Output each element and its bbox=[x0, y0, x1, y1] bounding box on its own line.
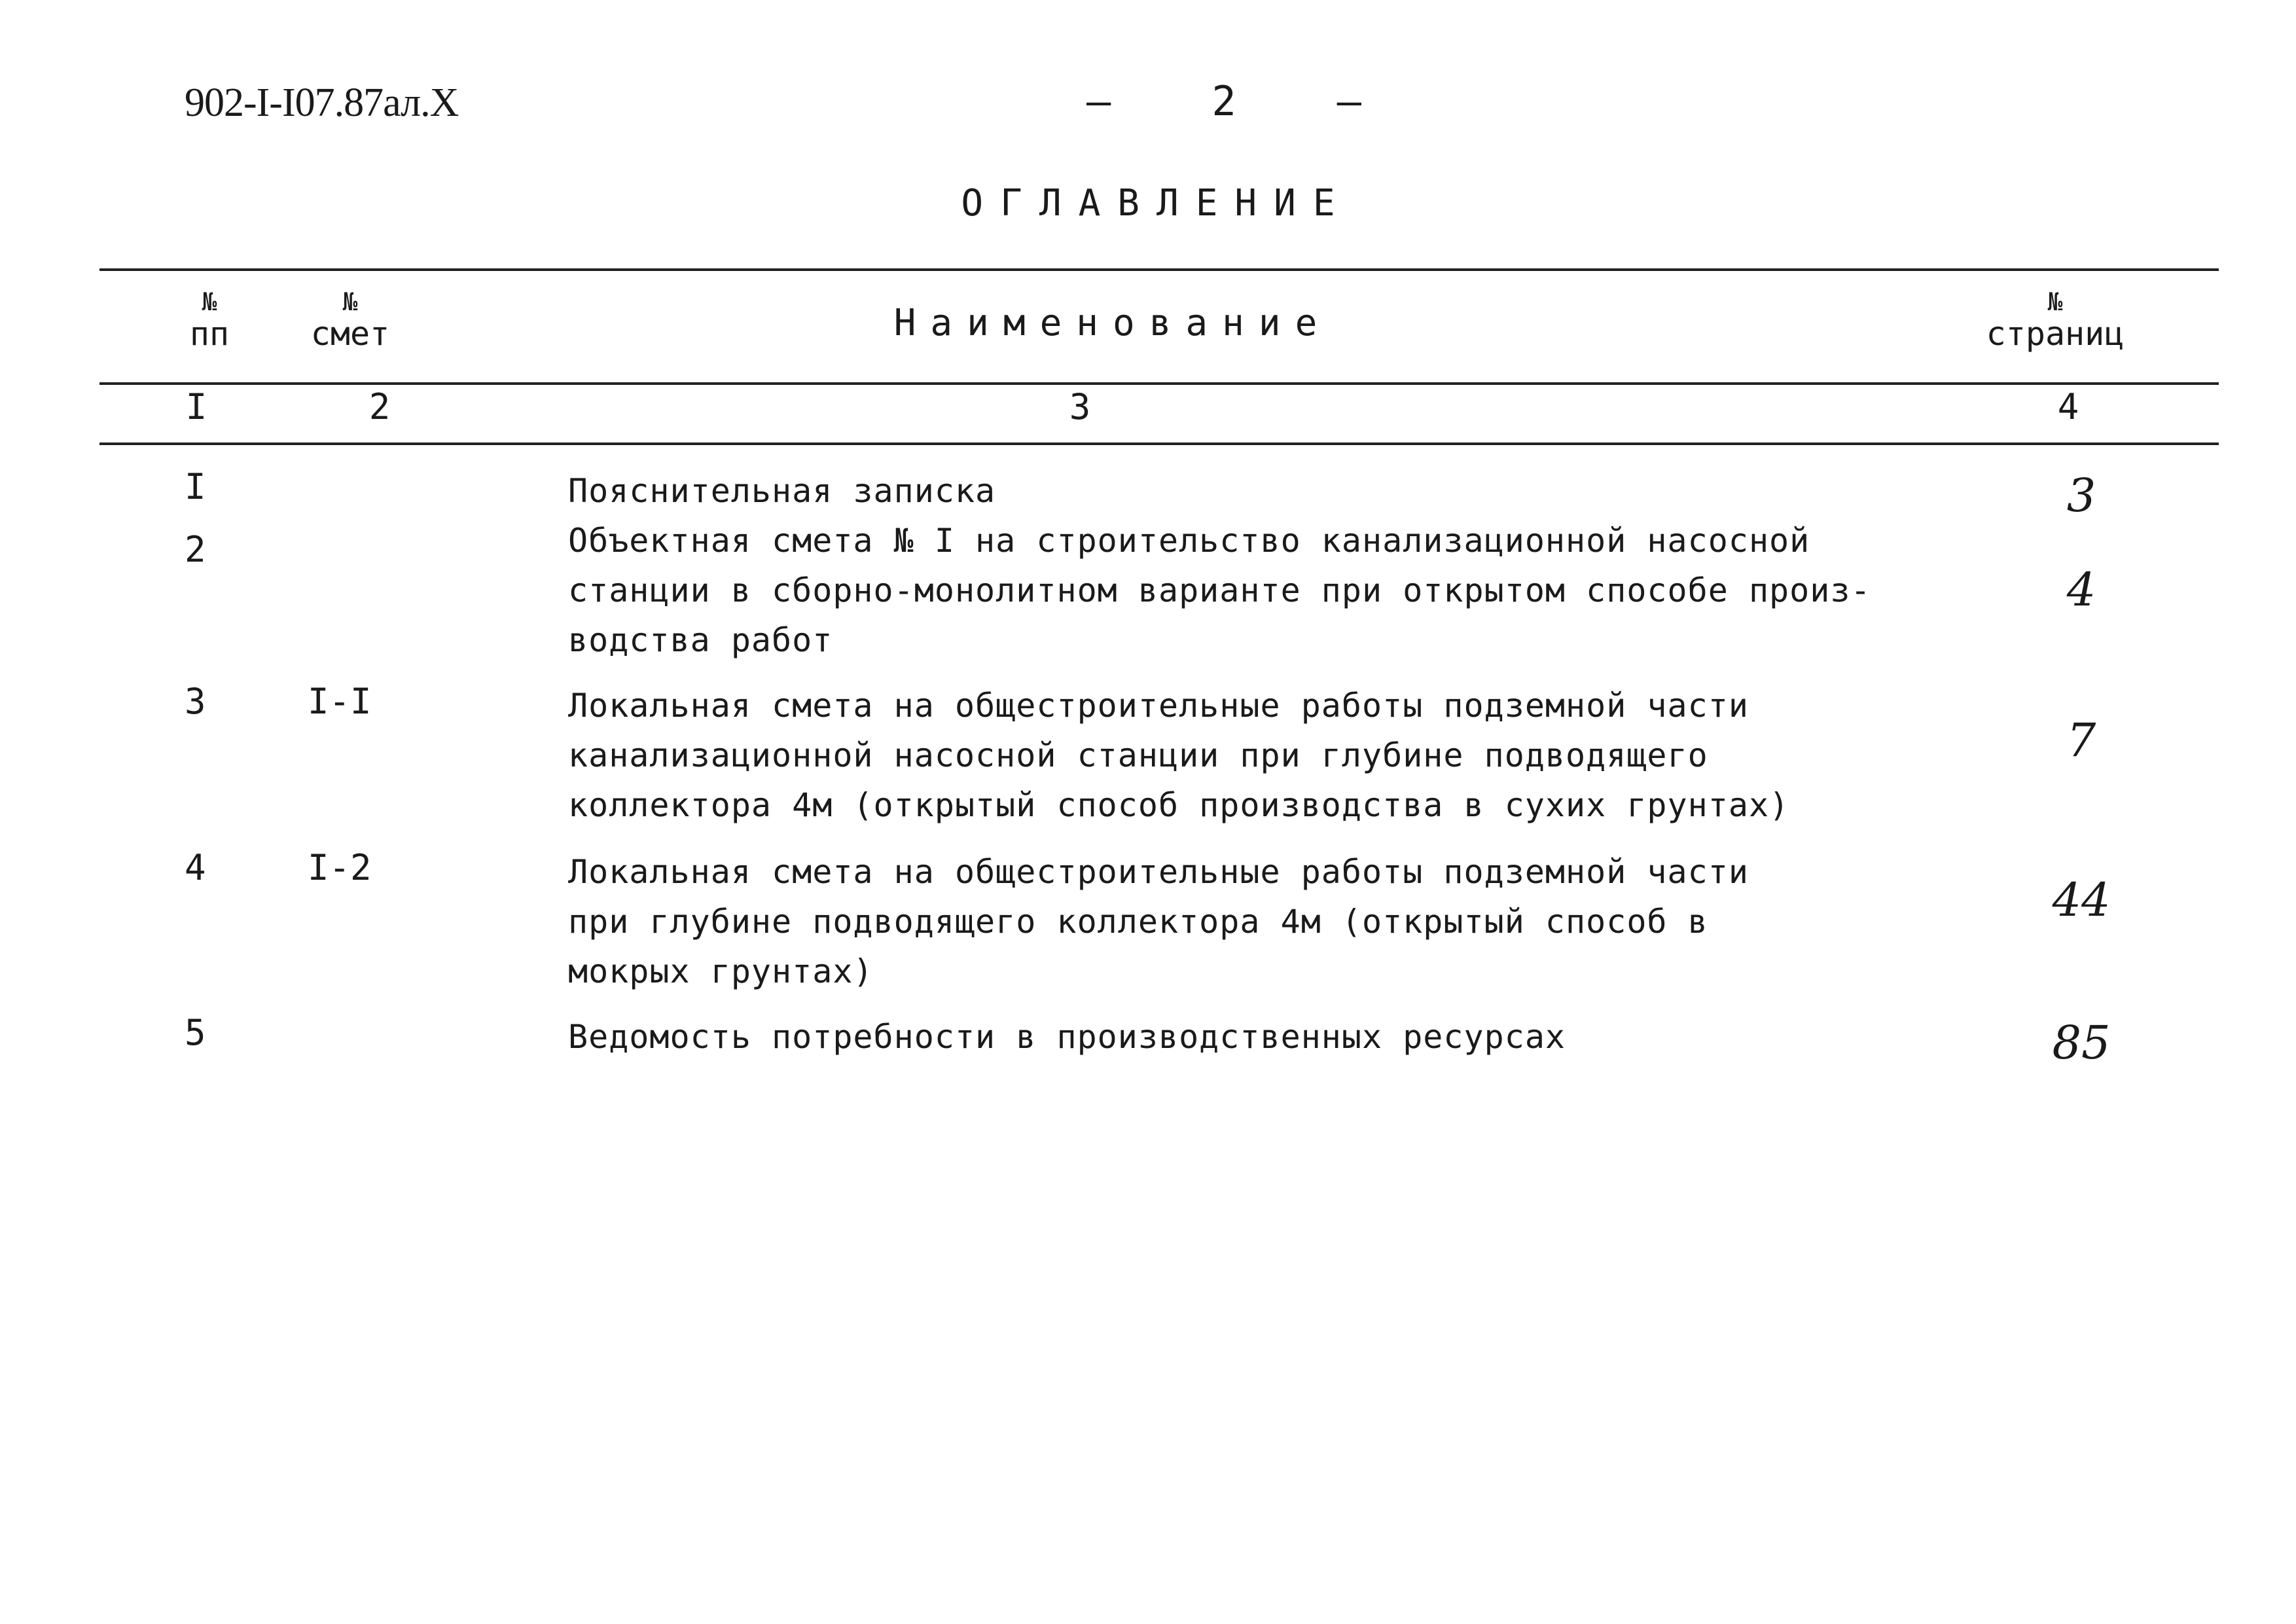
row-name-line: Локальная смета на общестроительные работы подземной части bbox=[568, 687, 1749, 725]
row-name-line: водства работ bbox=[568, 621, 833, 659]
row-name-line: Локальная смета на общестроительные работы подземной части bbox=[568, 853, 1749, 891]
column-header-smet-label: смет bbox=[310, 315, 390, 353]
page-dash-left: – bbox=[1086, 77, 1111, 125]
row-name-line: Пояснительная записка bbox=[568, 472, 996, 510]
row-name-line: канализационной насосной станции при глубине подводящего bbox=[568, 736, 1708, 774]
document-code: 902-I-I07.87ал.X bbox=[185, 81, 459, 125]
row-page: 4 bbox=[2066, 563, 2096, 617]
table-colnum-rule bbox=[99, 442, 2219, 445]
number-sign: № bbox=[2047, 287, 2063, 316]
row-page: 7 bbox=[2066, 713, 2096, 767]
document-title: ОГЛАВЛЕНИЕ bbox=[961, 182, 1352, 225]
row-name bbox=[568, 681, 1890, 830]
column-header-pp bbox=[164, 288, 255, 352]
row-pp: 5 bbox=[185, 1012, 206, 1053]
column-header-name: Наименование bbox=[893, 302, 1332, 344]
row-name-line: Объектная смета № I на строительство канализационной насосной bbox=[568, 522, 1810, 560]
row-name bbox=[568, 466, 1890, 516]
row-pp: 4 bbox=[185, 847, 206, 888]
table-top-rule bbox=[99, 268, 2219, 271]
row-name-line: станции в сборно-монолитном варианте при открытом способе произ- bbox=[568, 571, 1871, 609]
page-number: 2 bbox=[1211, 77, 1236, 125]
row-name-line: мокрых грунтах) bbox=[568, 952, 874, 990]
row-pp: I bbox=[185, 466, 206, 507]
row-page: 3 bbox=[2066, 469, 2096, 522]
column-header-pages bbox=[1957, 288, 2153, 352]
number-sign: № bbox=[202, 287, 217, 316]
row-pp: 2 bbox=[185, 529, 206, 570]
row-name bbox=[568, 1012, 1890, 1062]
row-name bbox=[568, 847, 1890, 996]
row-pp: 3 bbox=[185, 681, 206, 722]
column-header-pp-label: пп bbox=[189, 315, 230, 353]
row-smet: I-I bbox=[308, 681, 372, 722]
column-number-4: 4 bbox=[2057, 386, 2079, 427]
column-header-smet bbox=[288, 288, 412, 352]
page-number-block bbox=[1086, 77, 1361, 125]
column-number-1: I bbox=[185, 386, 207, 427]
table-header-rule bbox=[99, 382, 2219, 385]
row-page: 44 bbox=[2052, 873, 2111, 927]
row-page: 85 bbox=[2052, 1016, 2111, 1070]
number-sign: № bbox=[342, 287, 358, 316]
column-number-3: 3 bbox=[1069, 386, 1091, 427]
row-name-line: при глубине подводящего коллектора 4м (открытый способ в bbox=[568, 903, 1708, 941]
row-name bbox=[568, 516, 1890, 665]
row-smet: I-2 bbox=[308, 847, 372, 888]
column-header-pages-label: страниц bbox=[1986, 315, 2125, 353]
row-name-line: Ведомость потребности в производственных ресурсах bbox=[568, 1018, 1566, 1056]
page-dash-right: – bbox=[1336, 77, 1361, 125]
column-number-2: 2 bbox=[368, 386, 391, 427]
row-name-line: коллектора 4м (открытый способ производства в сухих грунтах) bbox=[568, 786, 1790, 824]
